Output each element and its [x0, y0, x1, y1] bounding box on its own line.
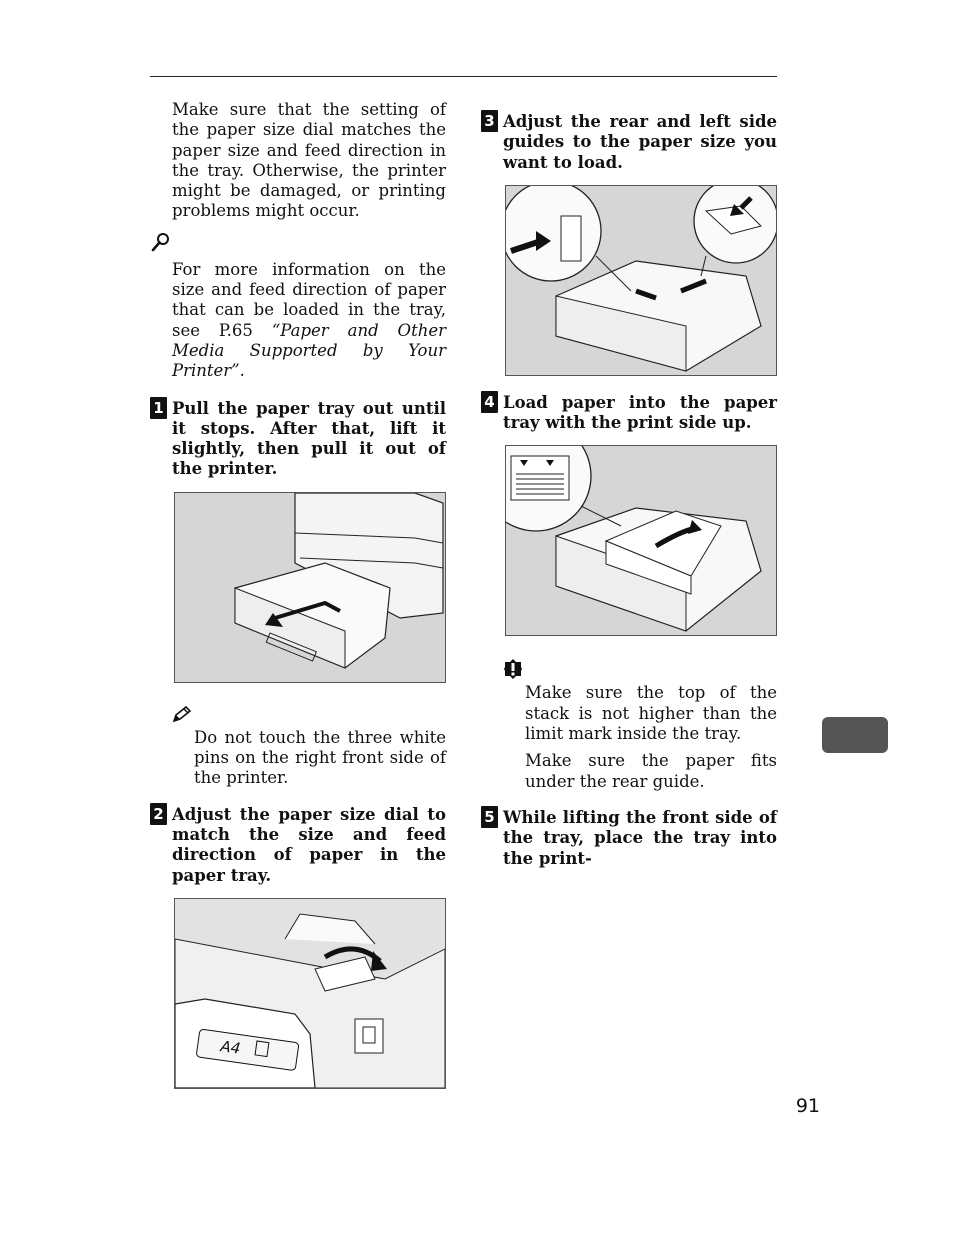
figure-pull-tray: [174, 492, 446, 683]
magnifier-reference-icon: [150, 231, 172, 253]
right-column: [481, 106, 777, 869]
step-3-text: Adjust the rear and left side guides to the paper size you want to load.: [503, 112, 777, 172]
chapter-tab: [822, 717, 888, 753]
step-1-text: Pull the paper tray out until it stops. After that, lift it slightly, then pull it out of the printer.: [172, 398, 446, 479]
step-5: [481, 808, 777, 869]
pencil-note-icon: [172, 705, 192, 723]
step-5-number: 5: [481, 806, 498, 828]
step-3: [481, 112, 777, 173]
note-paragraph: Do not touch the three white pins on the right front side of the printer.: [194, 727, 446, 788]
reference-paragraph: [150, 260, 446, 382]
figure-load-paper: [505, 445, 777, 636]
dial-label: A4: [219, 1036, 242, 1058]
step-4: [481, 393, 777, 434]
step-2-text: Adjust the paper size dial to match the size and feed direction of paper in the paper tray.: [172, 804, 446, 885]
important-item-2: Make sure the paper fits under the rear guide.: [525, 751, 777, 791]
step-2: [150, 805, 446, 886]
step-4-text: Load paper into the paper tray with the print side up.: [503, 392, 777, 433]
important-icon: [503, 658, 523, 680]
step-1: [150, 399, 446, 480]
intro-paragraph: Make sure that the setting of the paper size dial matches the paper size and feed direction in the tray. Otherwise, the printer might be damaged, or printing problems might occur.: [172, 100, 446, 221]
reference-suffix: .: [239, 361, 245, 381]
step-4-number: 4: [481, 391, 498, 413]
reference-text: For more information on the size and feed direction of paper that can be loaded in the tray, see P.65: [172, 259, 446, 340]
step-2-number: 2: [150, 803, 167, 825]
step-1-number: 1: [150, 397, 167, 419]
left-column: [150, 100, 446, 1089]
reference-link[interactable]: “Paper and Other Media Supported by Your Printer”: [172, 320, 446, 381]
figure-side-guides: [505, 185, 777, 376]
important-item-1: Make sure the top of the stack is not higher than the limit mark inside the tray.: [525, 683, 777, 744]
header-rule: [150, 76, 777, 77]
step-5-text: While lifting the front side of the tray, place the tray into the print-: [503, 807, 777, 868]
figure-paper-size-dial: [174, 898, 446, 1089]
step-3-number: 3: [481, 110, 498, 132]
page-number: 91: [795, 1095, 820, 1117]
